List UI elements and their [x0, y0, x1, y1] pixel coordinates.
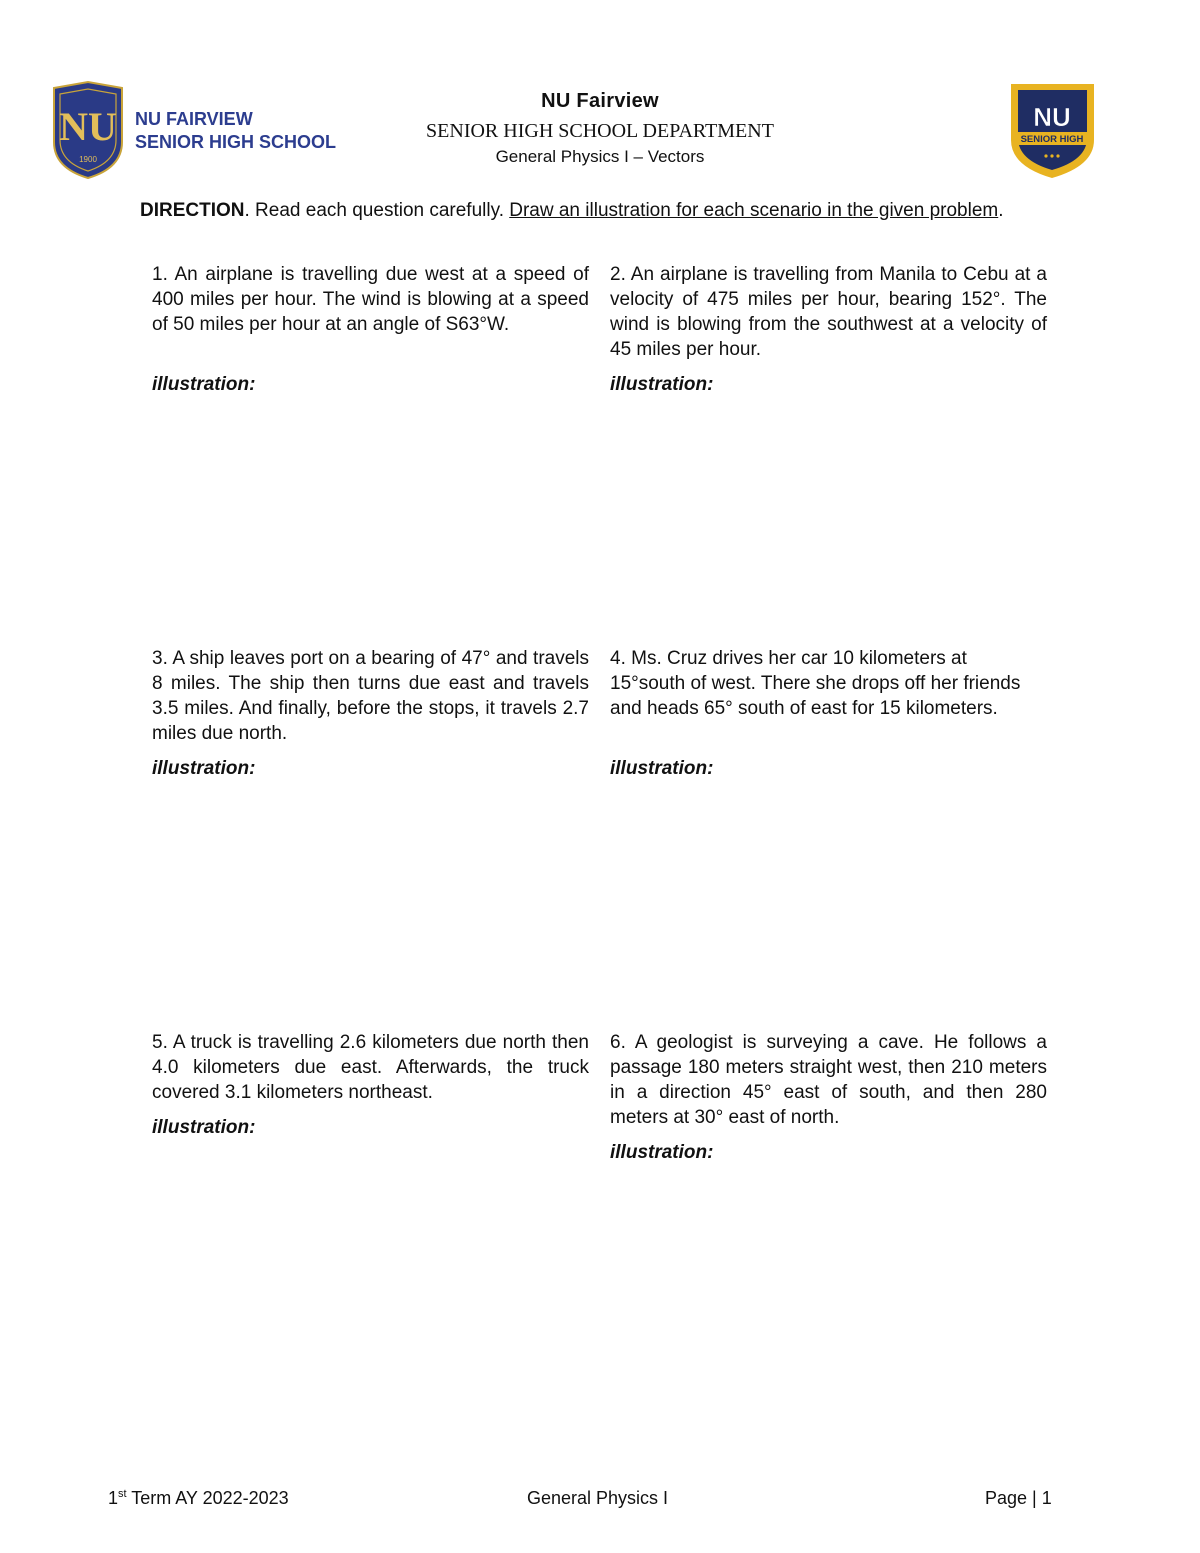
footer-term: 1st Term AY 2022-2023	[108, 1488, 289, 1508]
svg-text:NU: NU	[59, 104, 117, 149]
page-number: Page | 1	[985, 1488, 1052, 1508]
svg-text:1900: 1900	[79, 155, 97, 164]
svg-text:NU FAIRVIEW: NU FAIRVIEW	[135, 109, 253, 129]
illustration-label-2: illustration:	[610, 374, 714, 395]
subject-title: General Physics I – Vectors	[495, 147, 705, 166]
direction-text: DIRECTION. Read each question carefully. Draw an illustration for each scenario in the given problem.	[140, 200, 1004, 221]
illustration-label-1: illustration:	[152, 374, 256, 395]
question-2: 2. An airplane is travelling from Manila to Cebu at a velocity of 475 miles per hour, bearing 152°. The wind is blowing from the southwest at a velocity of 45 miles per hour.	[610, 264, 1047, 360]
svg-text:SENIOR HIGH: SENIOR HIGH	[1020, 134, 1084, 145]
direction-underlined: Draw an illustration for each scenario in the given problem	[509, 200, 999, 221]
illustration-label-4: illustration:	[610, 758, 714, 779]
direction-label: DIRECTION	[140, 200, 245, 221]
illustration-label-6: illustration:	[610, 1142, 714, 1163]
question-5: 5. A truck is travelling 2.6 kilometers due north then 4.0 kilometers due east. Afterwards, the truck covered 3.1 kilometers northeast.	[152, 1032, 589, 1103]
question-6: 6. A geologist is surveying a cave. He follows a passage 180 meters straight west, then 210 meters in a direction 45° east of south, and then 280 meters at 30° east of north.	[610, 1032, 1047, 1128]
question-3: 3. A ship leaves port on a bearing of 47° and travels 8 miles. The ship then turns due east and travels 3.5 miles. And finally, before the stops, it travels 2.7 miles due north.	[152, 648, 589, 744]
illustration-label-5: illustration:	[152, 1117, 256, 1138]
question-1: 1. An airplane is travelling due west at a speed of 400 miles per hour. The wind is blowing at a speed of 50 miles per hour at an angle of S63°W.	[152, 264, 589, 335]
footer-subject: General Physics I	[527, 1488, 669, 1508]
svg-text:NU: NU	[1033, 102, 1071, 132]
illustration-label-3: illustration:	[152, 758, 256, 779]
svg-text:SENIOR HIGH SCHOOL: SENIOR HIGH SCHOOL	[135, 132, 337, 152]
question-4: 4. Ms. Cruz drives her car 10 kilometers at 15°south of west. There she drops off her friends and heads 65° south of east for 15 kilometers.	[610, 648, 1021, 719]
institution-name: NU Fairview	[541, 90, 659, 112]
department-name: SENIOR HIGH SCHOOL DEPARTMENT	[426, 120, 774, 142]
